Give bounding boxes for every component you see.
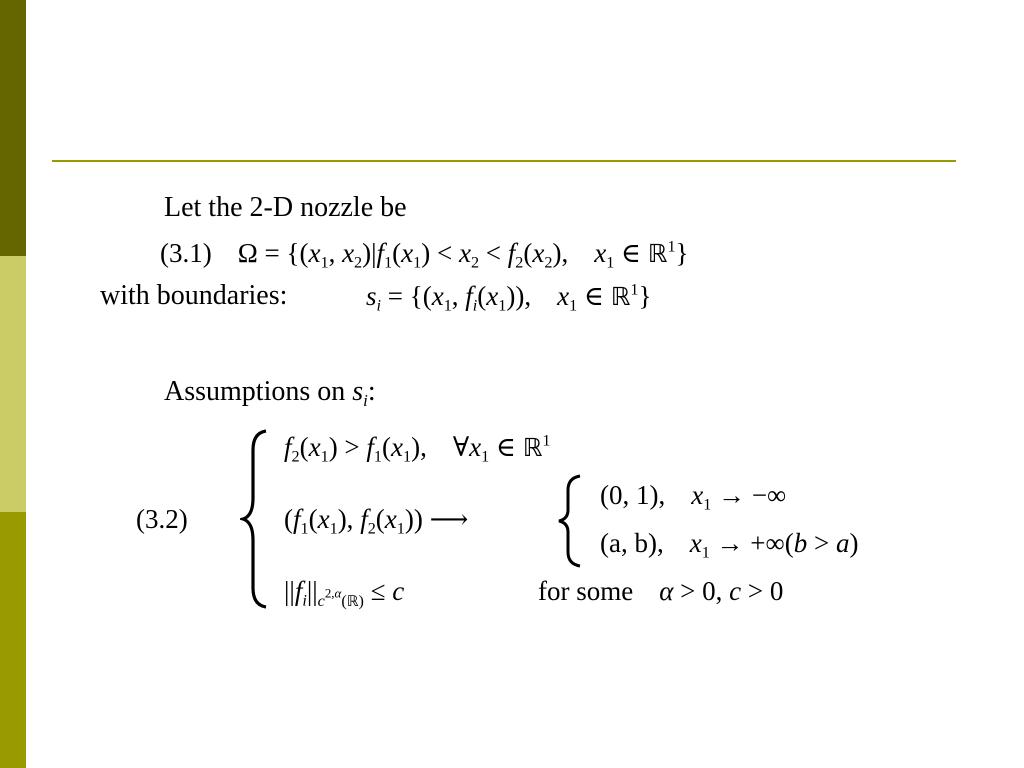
condition-ordering: $f_2(x_1) > f_1(x_1)$, $\forall x_1$ ∈ ℝ$^1$ [284, 431, 551, 466]
equation-3-2-number: (3.2) [136, 504, 188, 534]
boundaries-label: with boundaries: [100, 280, 288, 311]
equation-3-1-number: (3.1) [160, 238, 212, 268]
assumptions-heading: Assumptions on $s_i$: [164, 376, 376, 410]
limit-case-minus-infinity: (0, 1), $x_1$ → −∞ [600, 480, 787, 514]
sidebar-accent-bottom [0, 512, 26, 768]
limit-case-plus-infinity: (a, b), $x_1 \to +\infty(b > a)$ [600, 528, 859, 562]
boundary-equation: $s_i = \{(x_1$, $f_i(x_1)$), $x_1$ ∈ ℝ$^1$} [366, 280, 652, 315]
left-brace-small [556, 474, 584, 568]
left-brace-large [240, 428, 270, 610]
title-divider-line [52, 160, 956, 162]
condition-for-some: for some α > 0, c > 0 [538, 576, 784, 606]
condition-limits: ($f_1(x_1)$, $f_2(x_1)$) ⟶ [284, 504, 469, 538]
intro-text: Let the 2-D nozzle be [164, 192, 407, 223]
sidebar-accent-middle [0, 256, 26, 512]
equation-3-1: (3.1) $\Omega = \{(x_1$, $x_2)|f_1(x_1) < x_2 < f_2(x_2)$, $x_1$ ∈ ℝ$^1$} [160, 237, 689, 272]
sidebar-accent-top [0, 0, 26, 256]
condition-holder-norm: $||f_i||_{c^{2,\alpha}(ℝ)} \le c$ [284, 576, 405, 610]
